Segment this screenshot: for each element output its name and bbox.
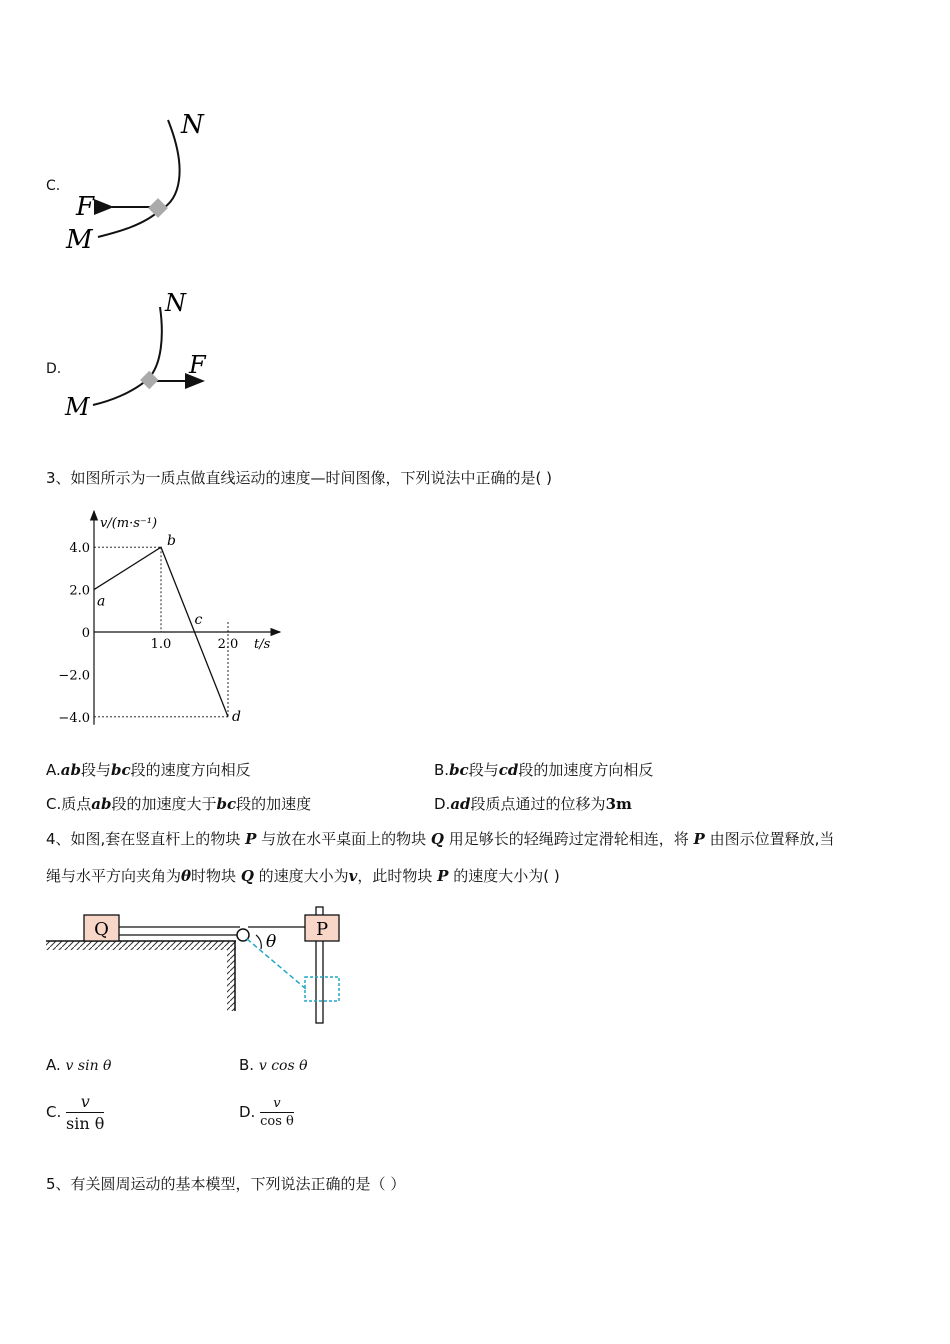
trajectory-curve	[93, 307, 162, 405]
question-5-stem: 5、有关圆周运动的基本模型，下列说法正确的是（ ）	[46, 1175, 406, 1193]
q3-option-a[interactable]: A.ab段与bc段的速度方向相反	[46, 761, 251, 779]
x-tick-label: 2.0	[217, 637, 239, 652]
label-F: F	[76, 192, 95, 222]
particle-square	[140, 371, 158, 389]
y-tick-label: 0	[81, 626, 90, 641]
point-label-d: d	[232, 708, 241, 725]
question-4-line-2: 绳与水平方向夹角为θ时物块 Q 的速度大小为v，此时物块 P 的速度大小为( )	[46, 867, 560, 885]
label-M: M	[65, 393, 90, 421]
q3-option-d[interactable]: D.ad段质点通过的位移为3m	[434, 795, 632, 813]
q3-option-b[interactable]: B.bc段与cd段的加速度方向相反	[434, 761, 654, 779]
x-axis-label: t/s	[254, 637, 271, 652]
y-axis-label: v/(m·s⁻¹)	[100, 516, 158, 531]
question-3-stem: 3、如图所示为一质点做直线运动的速度—时间图像，下列说法中正确的是( )	[46, 469, 553, 487]
label-M: M	[66, 225, 93, 255]
y-tick-label: −2.0	[58, 668, 90, 684]
q3-option-c[interactable]: C.质点ab段的加速度大于bc段的加速度	[46, 795, 312, 813]
particle-square	[148, 198, 168, 218]
block-q-label: Q	[94, 919, 109, 940]
q4-option-d[interactable]: D. $\frac{v}{\text{cos θ}}$	[239, 1096, 294, 1129]
dashed-rope	[247, 939, 306, 989]
question-4-line-1: 4、如图,套在竖直杆上的物块 P 与放在水平桌面上的物块 Q 用足够长的轻绳跨过定滑轮相连，将 P 由图示位置释放,当	[46, 830, 835, 848]
table-edge-hatch	[227, 941, 235, 1011]
q4-option-b[interactable]: B. v cos θ	[239, 1056, 308, 1074]
label-F: F	[189, 351, 206, 379]
y-tick-label: 2.0	[69, 583, 90, 599]
pulley-figure	[44, 905, 354, 1030]
x-tick-label: 1.0	[150, 637, 172, 652]
block-p-label: P	[315, 919, 329, 940]
y-tick-label: 4.0	[69, 541, 90, 557]
y-tick-label: −4.0	[58, 710, 90, 726]
point-label-a: a	[97, 593, 106, 610]
option-c-label: C.	[46, 178, 61, 194]
vt-graph	[50, 505, 290, 735]
curve-motion-figure-c	[60, 100, 220, 260]
table-hatch	[46, 941, 236, 950]
point-label-b: b	[167, 533, 176, 550]
q4-option-a[interactable]: A. v sin θ	[46, 1056, 112, 1074]
trajectory-curve	[98, 120, 180, 237]
label-N: N	[181, 110, 204, 140]
curve-motion-figure-d	[60, 285, 230, 425]
theta-label: θ	[266, 932, 277, 952]
label-N: N	[165, 289, 186, 317]
q4-option-c[interactable]: C. $\frac{v}{\text{sin θ}}$	[46, 1092, 105, 1133]
option-d-label: D.	[46, 361, 62, 377]
point-label-c: c	[194, 612, 203, 628]
